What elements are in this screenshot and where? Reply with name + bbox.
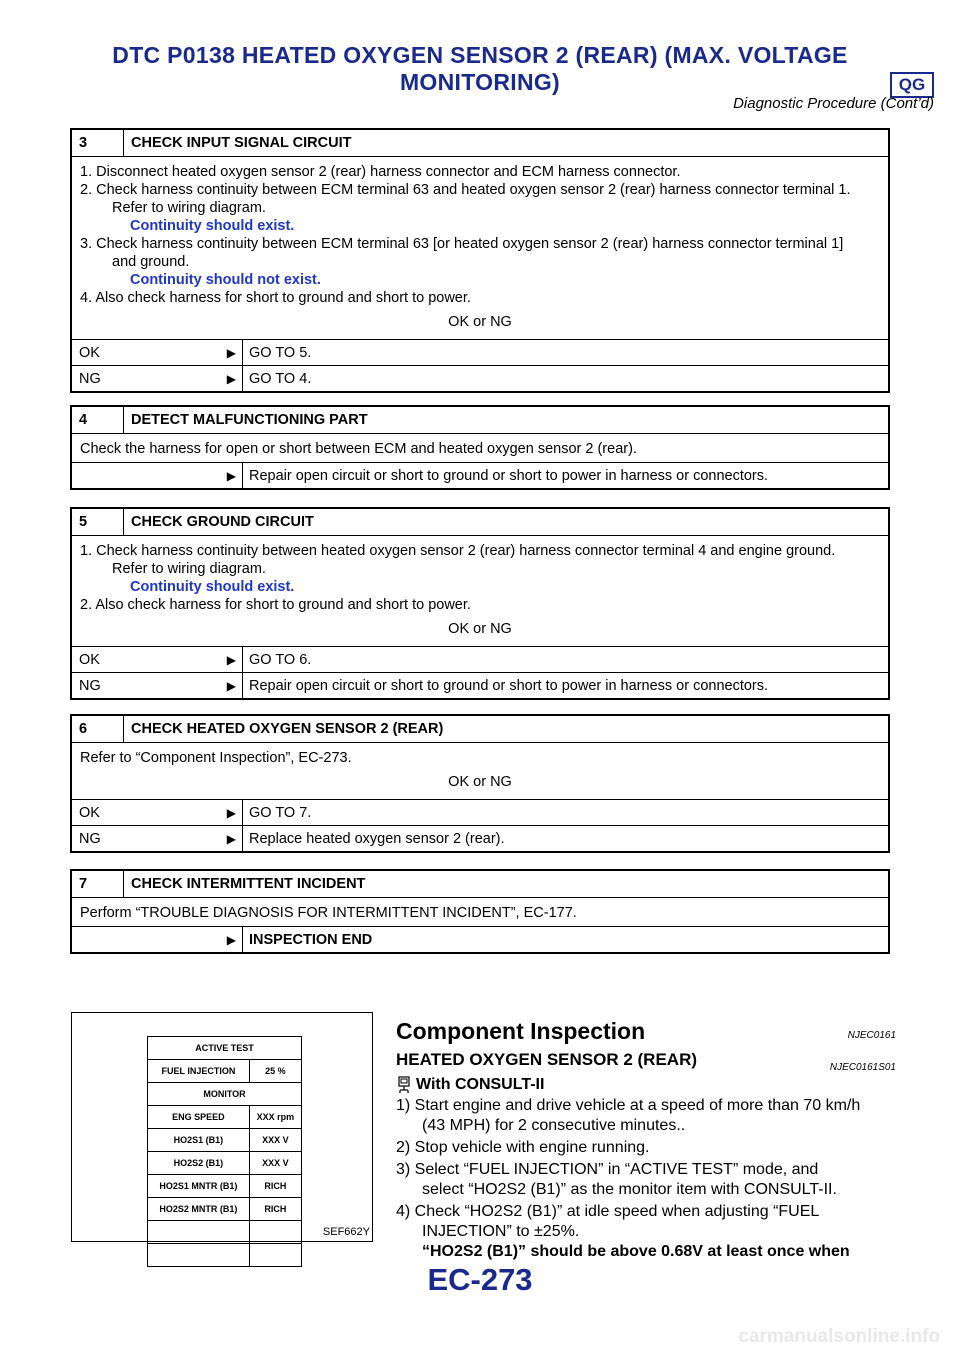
instruction-line: and ground. — [112, 254, 190, 270]
step-title: CHECK GROUND CIRCUIT — [131, 514, 314, 530]
result-label: OK ▶ — [72, 800, 242, 825]
component-inspection — [396, 1018, 896, 1264]
page-subtitle: Diagnostic Procedure (Cont’d) — [733, 95, 934, 112]
result-row — [72, 672, 888, 698]
specification-text: Continuity should exist. — [130, 218, 295, 234]
monitor-value: XXX V — [249, 1129, 301, 1152]
result-action: Repair open circuit or short to ground or short to power in harness or connectors. — [242, 673, 768, 698]
arrow-right-icon: ▶ — [226, 653, 236, 667]
instruction-line: 2. Also check harness for short to ground and short to power. — [80, 597, 471, 613]
step-number: 5 — [72, 509, 124, 535]
step-header — [72, 509, 888, 535]
figure-code: SEF662Y — [322, 1226, 370, 1238]
page-header — [0, 0, 960, 120]
result-row — [72, 799, 888, 825]
monitor-item: HO2S1 (B1) — [148, 1129, 250, 1152]
ok-or-ng-label: OK or NG — [448, 621, 512, 637]
consult-tool-icon — [396, 1076, 412, 1094]
monitor-row — [148, 1221, 302, 1244]
active-test-header: ACTIVE TEST — [148, 1037, 302, 1060]
result-label: NG ▶ — [72, 826, 242, 851]
monitor-header: MONITOR — [148, 1083, 302, 1106]
step-header — [72, 871, 888, 897]
result-label: NG ▶ — [72, 366, 242, 391]
instruction-line: 4. Also check harness for short to ground and short to power. — [80, 290, 471, 306]
result-row — [72, 926, 888, 952]
active-test-table — [147, 1036, 302, 1267]
result-action: GO TO 5. — [242, 340, 311, 365]
engine-badge: QG — [890, 72, 934, 98]
result-action: GO TO 6. — [242, 647, 311, 672]
step-7-box — [70, 869, 890, 954]
inspection-step — [396, 1096, 896, 1136]
arrow-right-icon: ▶ — [226, 679, 236, 693]
monitor-row — [148, 1129, 302, 1152]
result-row — [72, 462, 888, 488]
inspection-line: 2) Stop vehicle with engine running. — [396, 1139, 650, 1156]
result-action: INSPECTION END — [242, 927, 372, 952]
result-label: OK ▶ — [72, 340, 242, 365]
step-header — [72, 716, 888, 742]
inspection-line: 1) Start engine and drive vehicle at a speed of more than 70 km/h — [396, 1097, 861, 1114]
monitor-value: XXX V — [249, 1152, 301, 1175]
result-action: GO TO 4. — [242, 366, 311, 391]
step-number: 6 — [72, 716, 124, 742]
step-number: 4 — [72, 407, 124, 433]
specification-text: Continuity should not exist. — [130, 272, 321, 288]
specification-text: “HO2S2 (B1)” should be above 0.68V at least once when — [422, 1243, 850, 1260]
arrow-right-icon: ▶ — [226, 832, 236, 846]
result-action: GO TO 7. — [242, 800, 311, 825]
monitor-row — [148, 1175, 302, 1198]
monitor-value — [249, 1221, 301, 1244]
step-title: CHECK INPUT SIGNAL CIRCUIT — [131, 135, 352, 151]
monitor-value: RICH — [249, 1198, 301, 1221]
inspection-step — [396, 1138, 896, 1158]
instruction-line: Refer to wiring diagram. — [112, 200, 266, 216]
component-inspection-heading: Component Inspection NJEC0161 — [396, 1018, 896, 1044]
result-row — [72, 365, 888, 391]
monitor-value: RICH — [249, 1175, 301, 1198]
inspection-line: (43 MPH) for 2 consecutive minutes.. — [422, 1117, 686, 1134]
ok-or-ng-label: OK or NG — [448, 314, 512, 330]
arrow-right-icon: ▶ — [226, 346, 236, 360]
fuel-injection-label: FUEL INJECTION — [148, 1060, 250, 1083]
result-row — [72, 646, 888, 672]
inspection-steps — [396, 1096, 896, 1262]
consult-label: With CONSULT-II — [396, 1074, 896, 1096]
step-number: 3 — [72, 130, 124, 156]
arrow-right-icon: ▶ — [226, 806, 236, 820]
inspection-line: 3) Select “FUEL INJECTION” in “ACTIVE TEST” mode, and — [396, 1161, 819, 1178]
inspection-step — [396, 1160, 896, 1200]
arrow-right-icon: ▶ — [226, 372, 236, 386]
step-title: DETECT MALFUNCTIONING PART — [131, 412, 368, 428]
instruction-line: 1. Check harness continuity between heated oxygen sensor 2 (rear) harness connector terminal 4 and engine ground. — [80, 543, 836, 559]
result-label: OK ▶ — [72, 647, 242, 672]
instruction-line: Check the harness for open or short between ECM and heated oxygen sensor 2 (rear). — [80, 441, 637, 457]
monitor-item: HO2S2 (B1) — [148, 1152, 250, 1175]
fuel-injection-value: 25 % — [249, 1060, 301, 1083]
instruction-line: 2. Check harness continuity between ECM terminal 63 and heated oxygen sensor 2 (rear) harness connector terminal 1. — [80, 182, 851, 198]
step-5-box — [70, 507, 890, 700]
sensor-subheading: HEATED OXYGEN SENSOR 2 (REAR) NJEC0161S01 — [396, 1050, 896, 1073]
instruction-line: 1. Disconnect heated oxygen sensor 2 (rear) harness connector and ECM harness connector. — [80, 164, 681, 180]
step-instructions — [72, 433, 888, 462]
monitor-row — [148, 1152, 302, 1175]
step-3-box — [70, 128, 890, 393]
inspection-line: select “HO2S2 (B1)” as the monitor item with CONSULT-II. — [422, 1181, 837, 1198]
instruction-line: Refer to “Component Inspection”, EC-273. — [80, 750, 352, 766]
instruction-line: Refer to wiring diagram. — [112, 561, 266, 577]
step-number: 7 — [72, 871, 124, 897]
ok-or-ng-label: OK or NG — [448, 774, 512, 790]
step-instructions — [72, 156, 888, 339]
monitor-item — [148, 1221, 250, 1244]
page-number: EC-273 — [427, 1262, 533, 1297]
step-title: CHECK HEATED OXYGEN SENSOR 2 (REAR) — [131, 721, 444, 737]
arrow-right-icon: ▶ — [226, 469, 236, 483]
result-row — [72, 339, 888, 365]
result-row — [72, 825, 888, 851]
heading-code: NJEC0161 — [847, 1030, 896, 1041]
page-title: DTC P0138 HEATED OXYGEN SENSOR 2 (REAR) (MAX. VOLTAGE MONITORING) — [112, 42, 848, 95]
step-instructions — [72, 535, 888, 646]
instruction-line: 3. Check harness continuity between ECM terminal 63 [or heated oxygen sensor 2 (rear) harness connector terminal 1] — [80, 236, 844, 252]
step-title: CHECK INTERMITTENT INCIDENT — [131, 876, 366, 892]
step-instructions — [72, 742, 888, 799]
monitor-row — [148, 1106, 302, 1129]
arrow-right-icon: ▶ — [226, 933, 236, 947]
monitor-item: HO2S2 MNTR (B1) — [148, 1198, 250, 1221]
consult-screen-figure — [71, 1012, 373, 1242]
step-6-box — [70, 714, 890, 853]
result-label: NG ▶ — [72, 673, 242, 698]
inspection-step — [396, 1202, 896, 1262]
inspection-line: INJECTION” to ±25%. — [422, 1223, 580, 1240]
instruction-line: Perform “TROUBLE DIAGNOSIS FOR INTERMITTENT INCIDENT”, EC-177. — [80, 905, 577, 921]
subheading-code: NJEC0161S01 — [829, 1062, 896, 1073]
step-4-box — [70, 405, 890, 490]
result-action: Replace heated oxygen sensor 2 (rear). — [242, 826, 505, 851]
step-header — [72, 130, 888, 156]
result-action: Repair open circuit or short to ground or short to power in harness or connectors. — [242, 463, 768, 488]
result-label — [72, 927, 242, 952]
monitor-item: ENG SPEED — [148, 1106, 250, 1129]
watermark: carmanualsonline.info — [738, 1326, 940, 1347]
result-label — [72, 463, 242, 488]
specification-text: Continuity should exist. — [130, 579, 295, 595]
monitor-item: HO2S1 MNTR (B1) — [148, 1175, 250, 1198]
step-header — [72, 407, 888, 433]
monitor-value: XXX rpm — [249, 1106, 301, 1129]
monitor-row — [148, 1198, 302, 1221]
inspection-line: 4) Check “HO2S2 (B1)” at idle speed when adjusting “FUEL — [396, 1203, 820, 1220]
step-instructions — [72, 897, 888, 926]
